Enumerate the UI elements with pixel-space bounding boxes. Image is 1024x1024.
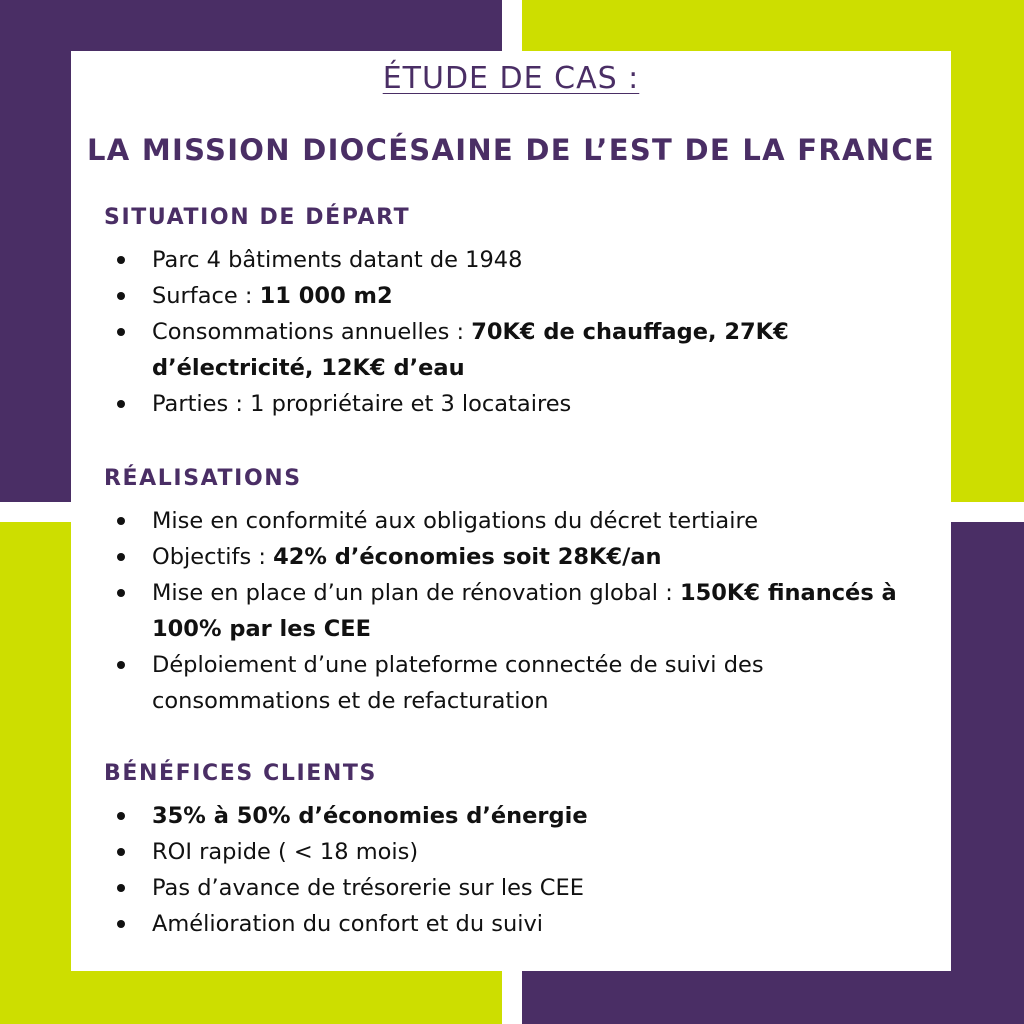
list-item: [104, 906, 924, 942]
item-value: 11 000 m2: [259, 283, 393, 309]
list-item: [104, 539, 924, 575]
item-text: Mise en conformité aux obligations du décret tertiaire: [152, 508, 759, 534]
item-text: Amélioration du confort et du suivi: [152, 911, 544, 937]
situation-list: [104, 242, 924, 422]
list-item: [104, 870, 924, 906]
item-label: Mise en place d’un plan de rénovation global :: [152, 580, 680, 606]
item-label: Objectifs :: [152, 544, 274, 570]
list-item: [104, 798, 924, 834]
list-item: [104, 647, 924, 719]
section-heading-benefices: BÉNÉFICES CLIENTS: [104, 761, 377, 786]
item-label: Surface :: [152, 283, 260, 309]
eyebrow-heading: [71, 61, 951, 96]
item-value: 42% d’économies soit 28K€/an: [273, 544, 662, 570]
section-heading-situation: SITUATION DE DÉPART: [104, 205, 411, 230]
benefices-list: [104, 798, 924, 942]
item-label: Consommations annuelles :: [152, 319, 472, 345]
page-title: LA MISSION DIOCÉSAINE DE L’EST DE LA FRANCE: [86, 133, 936, 167]
item-text: Parties : 1 propriétaire et 3 locataires: [152, 391, 572, 417]
item-text: Pas d’avance de trésorerie sur les CEE: [152, 875, 584, 901]
item-value: 70K€ de chauffage, 27K€ d’électricité, 12K€ d’eau: [152, 319, 789, 381]
item-text: Parc 4 bâtiments datant de 1948: [152, 247, 523, 273]
section-benefices: [104, 756, 924, 942]
list-item: [104, 314, 924, 386]
item-text: ROI rapide ( < 18 mois): [152, 839, 419, 865]
item-text: Déploiement d’une plateforme connectée de suivi des consommations et de refacturation: [152, 652, 764, 714]
list-item: [104, 575, 924, 647]
section-situation: [104, 200, 924, 422]
item-value: 150K€ financés à 100% par les CEE: [152, 580, 897, 642]
section-realisations: [104, 461, 924, 719]
list-item: [104, 278, 924, 314]
eyebrow-text: ÉTUDE DE CAS :: [382, 61, 640, 96]
item-value: 35% à 50% d’économies d’énergie: [152, 803, 588, 829]
section-heading-realisations: RÉALISATIONS: [104, 466, 302, 491]
list-item: [104, 834, 924, 870]
list-item: [104, 503, 924, 539]
list-item: [104, 242, 924, 278]
case-study-card: [71, 51, 951, 971]
realisations-list: [104, 503, 924, 719]
list-item: [104, 386, 924, 422]
